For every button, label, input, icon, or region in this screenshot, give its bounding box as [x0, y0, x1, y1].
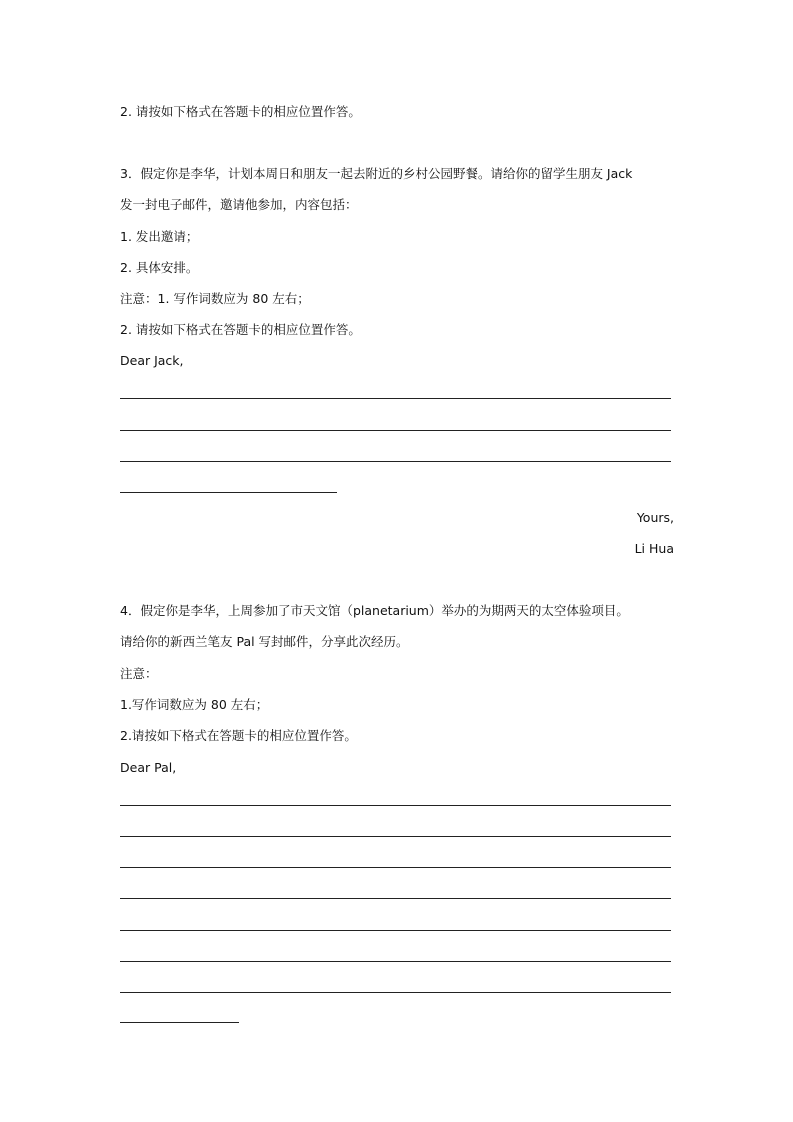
question-4-note-2: 2.请按如下格式在答题卡的相应位置作答。 — [120, 728, 357, 743]
answer-line — [120, 430, 671, 431]
question-3-point-2: 2. 具体安排。 — [120, 260, 199, 275]
question-3-prompt-line-2: 发一封电子邮件，邀请他参加，内容包括： — [120, 197, 358, 212]
question-4-greeting: Dear Pal, — [120, 760, 177, 775]
answer-line — [120, 961, 671, 962]
answer-line — [120, 930, 671, 931]
question-3-signature: Li Hua — [634, 541, 674, 556]
answer-line — [120, 461, 671, 462]
instruction-line: 2. 请按如下格式在答题卡的相应位置作答。 — [120, 104, 361, 119]
question-3-greeting: Dear Jack, — [120, 353, 184, 368]
question-3-closing: Yours, — [636, 510, 674, 525]
answer-line-short — [120, 1022, 239, 1023]
answer-line — [120, 398, 671, 399]
question-3-note-1: 注意：1. 写作词数应为 80 左右； — [120, 291, 310, 306]
question-3-prompt-line-1: 3．假定你是李华，计划本周日和朋友一起去附近的乡村公园野餐。请给你的留学生朋友 Jack — [120, 166, 633, 181]
answer-line — [120, 898, 671, 899]
question-3-note-2: 2. 请按如下格式在答题卡的相应位置作答。 — [120, 322, 361, 337]
answer-line-short — [120, 492, 337, 493]
answer-line — [120, 992, 671, 993]
answer-line — [120, 836, 671, 837]
question-3-point-1: 1. 发出邀请； — [120, 229, 199, 244]
question-4-prompt-line-2: 请给你的新西兰笔友 Pal 写封邮件，分享此次经历。 — [120, 634, 409, 649]
question-4-prompt-line-1: 4．假定你是李华，上周参加了市天文馆（planetarium）举办的为期两天的太空体验项目。 — [120, 603, 629, 618]
question-4-note-1: 1.写作词数应为 80 左右； — [120, 697, 269, 712]
answer-line — [120, 805, 671, 806]
answer-line — [120, 867, 671, 868]
question-4-note-heading: 注意： — [120, 666, 158, 681]
